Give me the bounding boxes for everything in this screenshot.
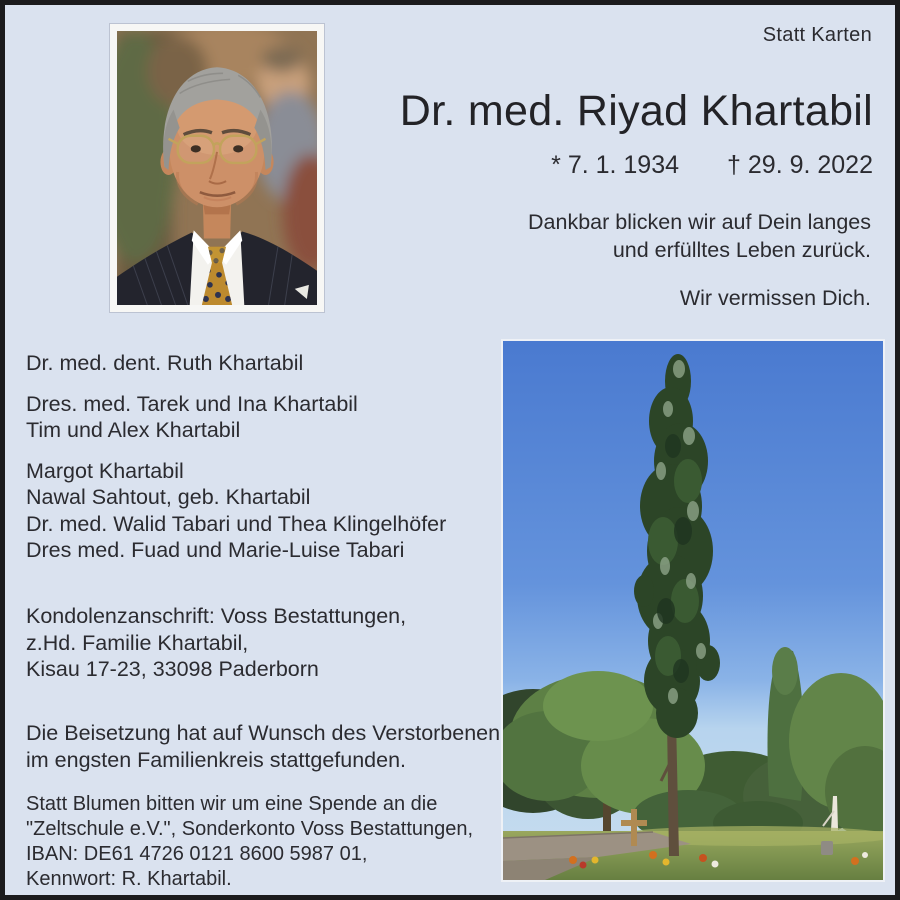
death-date: † 29. 9. 2022 — [727, 151, 873, 179]
tribute-line: Wir vermissen Dich. — [679, 286, 871, 310]
life-dates — [551, 151, 873, 180]
mourner-line: Dr. med. dent. Ruth Khartabil — [26, 351, 304, 375]
donation-notice — [26, 792, 473, 892]
mourner-line: Nawal Sahtout, geb. Khartabil — [26, 485, 311, 509]
condolence-line: z.Hd. Familie Khartabil, — [26, 630, 249, 655]
donation-line: IBAN: DE61 4726 0121 8600 5987 01, — [26, 843, 368, 865]
mourners-list — [26, 350, 446, 564]
burial-notice — [26, 720, 500, 773]
donation-line: Statt Blumen bitten wir um eine Spende an die — [26, 793, 438, 815]
donation-line: "Zeltschule e.V.", Sonderkonto Voss Bestattungen, — [26, 818, 474, 840]
deceased-name: Dr. med. Riyad Khartabil — [399, 87, 873, 135]
portrait-photo — [109, 23, 325, 313]
birth-date: * 7. 1. 1934 — [551, 151, 680, 179]
burial-line: Die Beisetzung hat auf Wunsch des Verstorbenen — [26, 721, 501, 745]
mourner-line: Margot Khartabil — [26, 458, 184, 483]
tribute-line: und erfülltes Leben zurück. — [612, 238, 871, 262]
donation-line: Kennwort: R. Khartabil. — [26, 868, 232, 890]
mourner-group — [26, 391, 446, 444]
mourner-group — [26, 350, 446, 377]
statt-karten-note: Statt Karten — [762, 24, 872, 46]
condolence-address — [26, 603, 406, 683]
mourner-group — [26, 458, 446, 564]
portrait-illustration — [117, 31, 317, 305]
tree-photo — [501, 339, 885, 882]
mourner-line: Dr. med. Walid Tabari und Thea Klingelhöfer — [26, 511, 447, 536]
tribute-text — [528, 208, 871, 312]
mourner-line: Dres med. Fuad und Marie-Luise Tabari — [26, 538, 405, 562]
tree-illustration — [503, 341, 883, 880]
tribute-line: Dankbar blicken wir auf Dein langes — [528, 210, 871, 234]
condolence-line: Kisau 17-23, 33098 Paderborn — [26, 657, 319, 681]
mourner-line: Tim und Alex Khartabil — [26, 418, 241, 442]
mourner-line: Dres. med. Tarek und Ina Khartabil — [26, 391, 358, 416]
burial-line: im engsten Familienkreis stattgefunden. — [26, 747, 407, 772]
condolence-line: Kondolenzanschrift: Voss Bestattungen, — [26, 604, 407, 628]
